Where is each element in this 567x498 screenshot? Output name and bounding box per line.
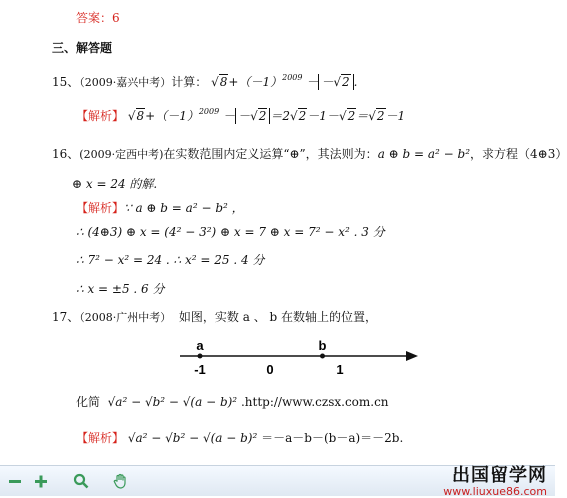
- number-line-arrow: [406, 351, 418, 361]
- q15-number: 15、: [52, 75, 80, 89]
- a15-expression: $√8+(-1)^{2009} - -√2 =2√2-1-√2=√2-1$: [127, 107, 406, 123]
- brand-name: 出国留学网: [452, 465, 547, 486]
- hand-icon[interactable]: [112, 472, 130, 490]
- tick-label-1: 1: [336, 362, 344, 377]
- q16-rule: a ⊕ b = a² − b²: [377, 147, 471, 161]
- a17-result: ＝－a－b－(b－a)＝－2b.: [261, 431, 404, 445]
- q15-source: （2009·嘉兴中考）: [79, 76, 172, 89]
- simplify-url: .http://www.czsx.com.cn: [240, 395, 389, 409]
- q16-text: 在实数范围内定义运算“⊕”，其法则为：: [163, 147, 378, 161]
- tick-label-neg1: -1: [194, 362, 206, 377]
- a15-tag: 【解析】: [76, 109, 125, 123]
- q17-number: 17、: [52, 310, 80, 324]
- answer-17: [76, 430, 403, 446]
- answer-16-line3: ∴ 7² − x² = 24 . ∴ x² = 25 . 4 分: [76, 253, 265, 267]
- q16-number: 16、: [52, 147, 80, 161]
- tick-label-0: 0: [266, 362, 274, 377]
- brand-url: www.liuxue86.com: [443, 485, 547, 498]
- answer-line: [76, 10, 120, 26]
- question-17: [52, 309, 377, 326]
- a16-tag: 【解析】: [76, 201, 125, 215]
- a16-l1: ∵ a ⊕ b = a² − b² ，: [124, 201, 244, 215]
- search-icon[interactable]: [72, 472, 90, 490]
- q16-tail: ，求方程（4⊕3）: [470, 147, 567, 161]
- answer-16-line2: ∴ (4⊕3) ⊕ x = (4² − 3²) ⊕ x = 7 ⊕ x = 7² − x² . 3 分: [76, 225, 385, 239]
- answer-value: 6: [112, 11, 120, 25]
- section-heading: 三、解答题: [52, 41, 113, 55]
- point-a: [198, 354, 203, 359]
- q16-line2: ⊕ x = 24 的解.: [72, 177, 158, 191]
- point-b: [320, 354, 325, 359]
- a17-tag: 【解析】: [76, 431, 125, 445]
- point-a-label: a: [196, 338, 204, 353]
- simplify-line: [76, 394, 389, 410]
- q15-expression: $√8+(-1)^{2009} - -√2$ .: [211, 73, 358, 89]
- point-b-label: b: [318, 338, 327, 353]
- q17-source: （2008·广州中考）: [79, 311, 172, 324]
- number-line: [180, 340, 420, 382]
- simplify-label: 化简: [76, 395, 101, 409]
- zoom-in-icon[interactable]: [32, 472, 50, 490]
- a17-expression: √a² − √b² − √(a − b)²: [127, 431, 258, 445]
- simplify-expression: √a² − √b² − √(a − b)²: [107, 395, 238, 409]
- answer-label: 答案：: [76, 11, 113, 25]
- q15-prompt: 计算：: [171, 75, 208, 89]
- zoom-out-icon[interactable]: [6, 472, 24, 490]
- brand-watermark: [443, 461, 547, 498]
- q16-source: (2009·定西中考): [79, 148, 164, 161]
- question-15: [52, 70, 357, 91]
- answer-15: [76, 104, 405, 124]
- answer-16-line1: [76, 200, 244, 216]
- answer-16-line4: ∴ x = ±5 . 6 分: [76, 282, 165, 296]
- q17-text: 如图，实数 a 、 b 在数轴上的位置，: [178, 310, 378, 324]
- question-16: [52, 146, 567, 163]
